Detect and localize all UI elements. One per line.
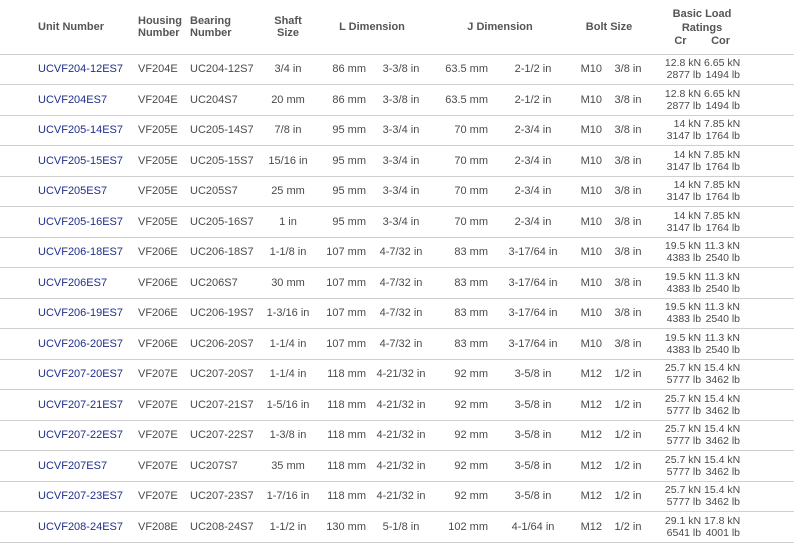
cor-kn-value: 15.4 kN — [704, 484, 741, 497]
shaft-size-cell: 1-1/8 in — [269, 246, 307, 259]
bolt-inch-cell: 3/8 in — [614, 93, 642, 106]
bearing-number-cell: UC207-23S7 — [190, 490, 254, 503]
l-dimension-mm-cell: 86 mm — [332, 63, 366, 76]
l-dimension-mm-cell: 107 mm — [326, 337, 366, 350]
j-dimension-mm-cell: 63.5 mm — [445, 93, 488, 106]
cr-kn-value: 19.5 kN — [664, 301, 702, 314]
j-dimension-in-cell: 4-1/64 in — [511, 520, 555, 533]
load-ratings-cell — [648, 451, 794, 482]
l-dimension-mm-cell: 95 mm — [332, 185, 366, 198]
j-dimension-mm-cell: 92 mm — [454, 490, 488, 503]
cr-lb-value: 4383 lb — [666, 282, 702, 295]
housing-number-cell: VF207E — [138, 398, 178, 411]
unit-number-link[interactable]: UCVF206-20ES7 — [38, 337, 123, 350]
l-dimension-in-cell: 4-21/32 in — [376, 459, 426, 472]
table-row — [0, 420, 794, 451]
cr-kn-value: 25.7 kN — [664, 392, 702, 405]
housing-number-cell: VF207E — [138, 368, 178, 381]
bolt-metric-cell: M12 — [580, 520, 602, 533]
l-dimension-in-cell: 3-3/8 in — [382, 63, 420, 76]
bearing-number-cell: UC204S7 — [190, 93, 238, 106]
cor-lb-value: 3462 lb — [705, 435, 741, 448]
cr-kn-value: 25.7 kN — [664, 423, 702, 436]
shaft-size-cell: 1-7/16 in — [266, 490, 310, 503]
housing-number-cell: VF206E — [138, 307, 178, 320]
cor-kn-value: 11.3 kN — [704, 270, 741, 283]
table-row — [0, 115, 794, 146]
j-dimension-mm-cell: 70 mm — [454, 124, 488, 137]
load-ratings-cell — [648, 481, 794, 512]
bolt-metric-cell: M10 — [580, 337, 602, 350]
housing-number-cell: VF207E — [138, 490, 178, 503]
cor-lb-value: 1494 lb — [705, 99, 741, 112]
cr-lb-value: 6541 lb — [666, 526, 702, 539]
l-dimension-in-cell: 4-21/32 in — [376, 429, 426, 442]
shaft-size-cell: 15/16 in — [268, 154, 308, 167]
cor-kn-value: 6.65 kN — [704, 57, 741, 70]
cor-lb-value: 2540 lb — [705, 252, 741, 265]
unit-number-link[interactable]: UCVF205ES7 — [38, 185, 108, 198]
cor-lb-value: 3462 lb — [705, 465, 741, 478]
shaft-size-cell: 1-5/16 in — [266, 398, 310, 411]
table-row — [0, 237, 794, 268]
bearing-number-cell: UC206-20S7 — [190, 337, 254, 350]
bearing-number-cell: UC207-21S7 — [190, 398, 254, 411]
bolt-inch-cell: 3/8 in — [614, 185, 642, 198]
cor-lb-value: 1494 lb — [705, 69, 741, 82]
table-row — [0, 329, 794, 360]
unit-number-link[interactable]: UCVF207-20ES7 — [38, 368, 123, 381]
load-ratings-cell — [648, 146, 794, 177]
j-dimension-in-cell: 3-17/64 in — [508, 337, 558, 350]
load-ratings-cell — [648, 54, 794, 85]
housing-number-cell: VF205E — [138, 185, 178, 198]
housing-number-cell: VF204E — [138, 63, 178, 76]
cr-lb-value: 4383 lb — [666, 252, 702, 265]
bearing-number-cell: UC204-12S7 — [190, 63, 254, 76]
cor-lb-value: 1764 lb — [705, 191, 741, 204]
cr-kn-value: 25.7 kN — [664, 453, 702, 466]
header-load-ratings-title: Basic Load Ratings — [672, 7, 732, 34]
l-dimension-mm-cell: 95 mm — [332, 154, 366, 167]
cr-lb-value: 4383 lb — [666, 313, 702, 326]
housing-number-cell: VF205E — [138, 154, 178, 167]
bolt-inch-cell: 3/8 in — [614, 154, 642, 167]
table-row — [0, 451, 794, 482]
bolt-metric-cell: M12 — [580, 429, 602, 442]
shaft-size-cell: 30 mm — [271, 276, 305, 289]
table-row — [0, 481, 794, 512]
header-housing-number: Housing Number — [138, 14, 182, 39]
table-row — [0, 85, 794, 116]
j-dimension-mm-cell: 70 mm — [454, 185, 488, 198]
bolt-metric-cell: M10 — [580, 124, 602, 137]
cor-kn-value: 15.4 kN — [704, 392, 741, 405]
load-ratings-cell — [648, 85, 794, 116]
j-dimension-in-cell: 2-3/4 in — [514, 215, 552, 228]
housing-number-cell: VF205E — [138, 215, 178, 228]
shaft-size-cell: 1-1/2 in — [269, 520, 307, 533]
j-dimension-mm-cell: 70 mm — [454, 154, 488, 167]
l-dimension-in-cell: 3-3/4 in — [382, 215, 420, 228]
bolt-inch-cell: 3/8 in — [614, 337, 642, 350]
bolt-inch-cell: 1/2 in — [614, 368, 642, 381]
bolt-metric-cell: M12 — [580, 398, 602, 411]
bolt-inch-cell: 3/8 in — [614, 215, 642, 228]
j-dimension-mm-cell: 83 mm — [454, 246, 488, 259]
housing-number-cell: VF208E — [138, 520, 178, 533]
table-row — [0, 176, 794, 207]
load-ratings-cell — [648, 359, 794, 390]
j-dimension-in-cell: 2-3/4 in — [514, 185, 552, 198]
cr-lb-value: 2877 lb — [666, 69, 702, 82]
j-dimension-mm-cell: 83 mm — [454, 307, 488, 320]
bolt-metric-cell: M12 — [580, 368, 602, 381]
load-ratings-cell — [648, 420, 794, 451]
shaft-size-cell: 7/8 in — [274, 124, 302, 137]
bolt-metric-cell: M10 — [580, 63, 602, 76]
housing-number-cell: VF206E — [138, 337, 178, 350]
table-body — [0, 54, 794, 542]
bearing-number-cell: UC207-20S7 — [190, 368, 254, 381]
l-dimension-mm-cell: 86 mm — [332, 93, 366, 106]
cr-kn-value: 19.5 kN — [664, 240, 702, 253]
cr-lb-value: 5777 lb — [666, 465, 702, 478]
l-dimension-in-cell: 3-3/8 in — [382, 93, 420, 106]
load-ratings-cell — [648, 512, 794, 543]
j-dimension-mm-cell: 92 mm — [454, 459, 488, 472]
cor-kn-value: 15.4 kN — [704, 453, 741, 466]
cor-kn-value: 11.3 kN — [704, 240, 741, 253]
cr-kn-value: 25.7 kN — [664, 362, 702, 375]
j-dimension-mm-cell: 92 mm — [454, 398, 488, 411]
shaft-size-cell: 25 mm — [271, 185, 305, 198]
bolt-inch-cell: 3/8 in — [614, 276, 642, 289]
housing-number-cell: VF207E — [138, 459, 178, 472]
unit-number-link[interactable]: UCVF207ES7 — [38, 459, 108, 472]
l-dimension-mm-cell: 118 mm — [327, 398, 366, 411]
j-dimension-mm-cell: 102 mm — [448, 520, 488, 533]
bearing-number-cell: UC205-16S7 — [190, 215, 254, 228]
unit-number-link[interactable]: UCVF206-19ES7 — [38, 307, 123, 320]
cr-lb-value: 3147 lb — [666, 130, 702, 143]
j-dimension-in-cell: 3-5/8 in — [514, 459, 552, 472]
cor-kn-value: 15.4 kN — [704, 423, 741, 436]
cr-lb-value: 4383 lb — [666, 343, 702, 356]
bolt-inch-cell: 3/8 in — [614, 307, 642, 320]
unit-number-link[interactable]: UCVF206-18ES7 — [38, 246, 123, 259]
unit-number-link[interactable]: UCVF208-24ES7 — [38, 520, 123, 533]
cor-kn-value: 11.3 kN — [704, 301, 741, 314]
table-header-row — [0, 0, 794, 54]
j-dimension-in-cell: 3-5/8 in — [514, 368, 552, 381]
shaft-size-cell: 20 mm — [271, 93, 305, 106]
l-dimension-in-cell: 4-21/32 in — [376, 368, 426, 381]
bearing-number-cell: UC206S7 — [190, 276, 238, 289]
shaft-size-cell: 1 in — [279, 215, 297, 228]
l-dimension-mm-cell: 130 mm — [326, 520, 366, 533]
shaft-size-cell: 1-3/16 in — [266, 307, 310, 320]
cor-lb-value: 1764 lb — [705, 130, 741, 143]
l-dimension-in-cell: 4-7/32 in — [379, 246, 423, 259]
j-dimension-in-cell: 3-17/64 in — [508, 276, 558, 289]
j-dimension-in-cell: 2-3/4 in — [514, 154, 552, 167]
unit-number-link[interactable]: UCVF207-22ES7 — [38, 429, 123, 442]
bolt-inch-cell: 1/2 in — [614, 520, 642, 533]
l-dimension-in-cell: 3-3/4 in — [382, 154, 420, 167]
bolt-metric-cell: M12 — [580, 459, 602, 472]
header-cr: Cr — [674, 34, 687, 47]
j-dimension-in-cell: 3-5/8 in — [514, 429, 552, 442]
bolt-metric-cell: M10 — [580, 215, 602, 228]
cr-kn-value: 25.7 kN — [664, 484, 702, 497]
l-dimension-mm-cell: 118 mm — [327, 368, 366, 381]
table-row — [0, 359, 794, 390]
j-dimension-in-cell: 3-17/64 in — [508, 307, 558, 320]
j-dimension-in-cell: 2-1/2 in — [514, 63, 552, 76]
bolt-inch-cell: 3/8 in — [614, 63, 642, 76]
cor-lb-value: 4001 lb — [705, 526, 741, 539]
housing-number-cell: VF205E — [138, 124, 178, 137]
l-dimension-mm-cell: 95 mm — [332, 124, 366, 137]
l-dimension-mm-cell: 107 mm — [326, 307, 366, 320]
l-dimension-mm-cell: 107 mm — [326, 276, 366, 289]
housing-number-cell: VF206E — [138, 276, 178, 289]
bolt-metric-cell: M12 — [580, 490, 602, 503]
cr-lb-value: 3147 lb — [666, 221, 702, 234]
l-dimension-in-cell: 4-21/32 in — [376, 398, 426, 411]
unit-number-link[interactable]: UCVF206ES7 — [38, 276, 108, 289]
bearing-number-cell: UC205-15S7 — [190, 154, 254, 167]
j-dimension-mm-cell: 63.5 mm — [445, 63, 488, 76]
cor-kn-value: 7.85 kN — [704, 209, 741, 222]
housing-number-cell: VF204E — [138, 93, 178, 106]
table-row — [0, 390, 794, 421]
l-dimension-in-cell: 3-3/4 in — [382, 124, 420, 137]
cor-kn-value: 6.65 kN — [704, 87, 741, 100]
housing-number-cell: VF207E — [138, 429, 178, 442]
l-dimension-in-cell: 4-21/32 in — [376, 490, 426, 503]
load-ratings-cell — [648, 207, 794, 238]
cr-kn-value: 14 kN — [673, 118, 702, 131]
cr-kn-value: 14 kN — [673, 179, 702, 192]
j-dimension-in-cell: 3-5/8 in — [514, 490, 552, 503]
cor-lb-value: 2540 lb — [705, 313, 741, 326]
header-shaft-size: Shaft Size — [274, 14, 302, 39]
j-dimension-in-cell: 2-1/2 in — [514, 93, 552, 106]
unit-number-link[interactable]: UCVF207-23ES7 — [38, 490, 123, 503]
cor-lb-value: 1764 lb — [705, 160, 741, 173]
j-dimension-mm-cell: 83 mm — [454, 276, 488, 289]
table-row — [0, 268, 794, 299]
cor-lb-value: 2540 lb — [705, 282, 741, 295]
bolt-metric-cell: M10 — [580, 307, 602, 320]
cr-lb-value: 5777 lb — [666, 435, 702, 448]
cr-kn-value: 14 kN — [673, 209, 702, 222]
cr-kn-value: 19.5 kN — [664, 331, 702, 344]
j-dimension-mm-cell: 83 mm — [454, 337, 488, 350]
cor-kn-value: 11.3 kN — [704, 331, 741, 344]
bolt-metric-cell: M10 — [580, 276, 602, 289]
l-dimension-in-cell: 3-3/4 in — [382, 185, 420, 198]
l-dimension-in-cell: 4-7/32 in — [379, 307, 423, 320]
bearing-number-cell: UC205-14S7 — [190, 124, 254, 137]
load-ratings-cell — [648, 115, 794, 146]
load-ratings-cell — [648, 329, 794, 360]
bolt-inch-cell: 1/2 in — [614, 398, 642, 411]
l-dimension-in-cell: 4-7/32 in — [379, 337, 423, 350]
cr-lb-value: 3147 lb — [666, 191, 702, 204]
cor-lb-value: 2540 lb — [705, 343, 741, 356]
cor-lb-value: 3462 lb — [705, 496, 741, 509]
load-ratings-cell — [648, 298, 794, 329]
unit-number-link[interactable]: UCVF204-12ES7 — [38, 63, 123, 76]
cr-lb-value: 5777 lb — [666, 374, 702, 387]
l-dimension-in-cell: 4-7/32 in — [379, 276, 423, 289]
l-dimension-in-cell: 5-1/8 in — [382, 520, 420, 533]
l-dimension-mm-cell: 107 mm — [326, 246, 366, 259]
j-dimension-mm-cell: 92 mm — [454, 368, 488, 381]
cor-kn-value: 7.85 kN — [704, 118, 741, 131]
cr-kn-value: 12.8 kN — [664, 57, 702, 70]
bolt-inch-cell: 1/2 in — [614, 490, 642, 503]
bearing-number-cell: UC206-19S7 — [190, 307, 254, 320]
bolt-metric-cell: M10 — [580, 154, 602, 167]
cr-lb-value: 5777 lb — [666, 496, 702, 509]
header-cor: Cor — [711, 34, 731, 47]
bearing-number-cell: UC205S7 — [190, 185, 238, 198]
housing-number-cell: VF206E — [138, 246, 178, 259]
cr-kn-value: 29.1 kN — [664, 514, 702, 527]
bolt-inch-cell: 1/2 in — [614, 459, 642, 472]
cor-lb-value: 3462 lb — [705, 404, 741, 417]
bolt-inch-cell: 3/8 in — [614, 246, 642, 259]
shaft-size-cell: 35 mm — [271, 459, 305, 472]
bearing-number-cell: UC206-18S7 — [190, 246, 254, 259]
header-j-dimension: J Dimension — [467, 20, 533, 33]
bearing-number-cell: UC207S7 — [190, 459, 238, 472]
bolt-inch-cell: 3/8 in — [614, 124, 642, 137]
shaft-size-cell: 1-3/8 in — [269, 429, 307, 442]
l-dimension-mm-cell: 118 mm — [327, 459, 366, 472]
bearing-number-cell: UC208-24S7 — [190, 520, 254, 533]
j-dimension-in-cell: 3-5/8 in — [514, 398, 552, 411]
table-row — [0, 146, 794, 177]
cor-lb-value: 1764 lb — [705, 221, 741, 234]
table-row — [0, 54, 794, 85]
cr-lb-value: 2877 lb — [666, 99, 702, 112]
load-ratings-cell — [648, 390, 794, 421]
shaft-size-cell: 3/4 in — [274, 63, 302, 76]
table-row — [0, 298, 794, 329]
cr-kn-value: 12.8 kN — [664, 87, 702, 100]
load-ratings-cell — [648, 176, 794, 207]
bolt-metric-cell: M10 — [580, 246, 602, 259]
cr-kn-value: 19.5 kN — [664, 270, 702, 283]
j-dimension-mm-cell: 92 mm — [454, 429, 488, 442]
j-dimension-mm-cell: 70 mm — [454, 215, 488, 228]
header-load-ratings — [648, 0, 794, 54]
unit-number-link[interactable]: UCVF207-21ES7 — [38, 398, 123, 411]
table-row — [0, 512, 794, 543]
load-ratings-cell — [648, 237, 794, 268]
bolt-metric-cell: M10 — [580, 185, 602, 198]
cor-kn-value: 7.85 kN — [704, 148, 741, 161]
bearing-number-cell: UC207-22S7 — [190, 429, 254, 442]
table-row — [0, 207, 794, 238]
header-unit-number: Unit Number — [38, 20, 104, 33]
shaft-size-cell: 1-1/4 in — [269, 368, 307, 381]
l-dimension-mm-cell: 118 mm — [327, 429, 366, 442]
unit-number-link[interactable]: UCVF204ES7 — [38, 93, 108, 106]
bolt-metric-cell: M10 — [580, 93, 602, 106]
header-bearing-number: Bearing Number — [190, 14, 232, 39]
header-l-dimension: L Dimension — [339, 20, 405, 33]
cr-lb-value: 5777 lb — [666, 404, 702, 417]
cor-kn-value: 15.4 kN — [704, 362, 741, 375]
cr-lb-value: 3147 lb — [666, 160, 702, 173]
cr-kn-value: 14 kN — [673, 148, 702, 161]
cor-kn-value: 7.85 kN — [704, 179, 741, 192]
shaft-size-cell: 1-1/4 in — [269, 337, 307, 350]
bolt-inch-cell: 1/2 in — [614, 429, 642, 442]
load-ratings-cell — [648, 268, 794, 299]
l-dimension-mm-cell: 118 mm — [327, 490, 366, 503]
cor-kn-value: 17.8 kN — [704, 514, 741, 527]
l-dimension-mm-cell: 95 mm — [332, 215, 366, 228]
cor-lb-value: 3462 lb — [705, 374, 741, 387]
header-bolt-size: Bolt Size — [585, 20, 633, 33]
j-dimension-in-cell: 3-17/64 in — [508, 246, 558, 259]
j-dimension-in-cell: 2-3/4 in — [514, 124, 552, 137]
unit-number-link[interactable]: UCVF205-15ES7 — [38, 154, 123, 167]
unit-number-link[interactable]: UCVF205-14ES7 — [38, 124, 123, 137]
unit-number-link[interactable]: UCVF205-16ES7 — [38, 215, 123, 228]
